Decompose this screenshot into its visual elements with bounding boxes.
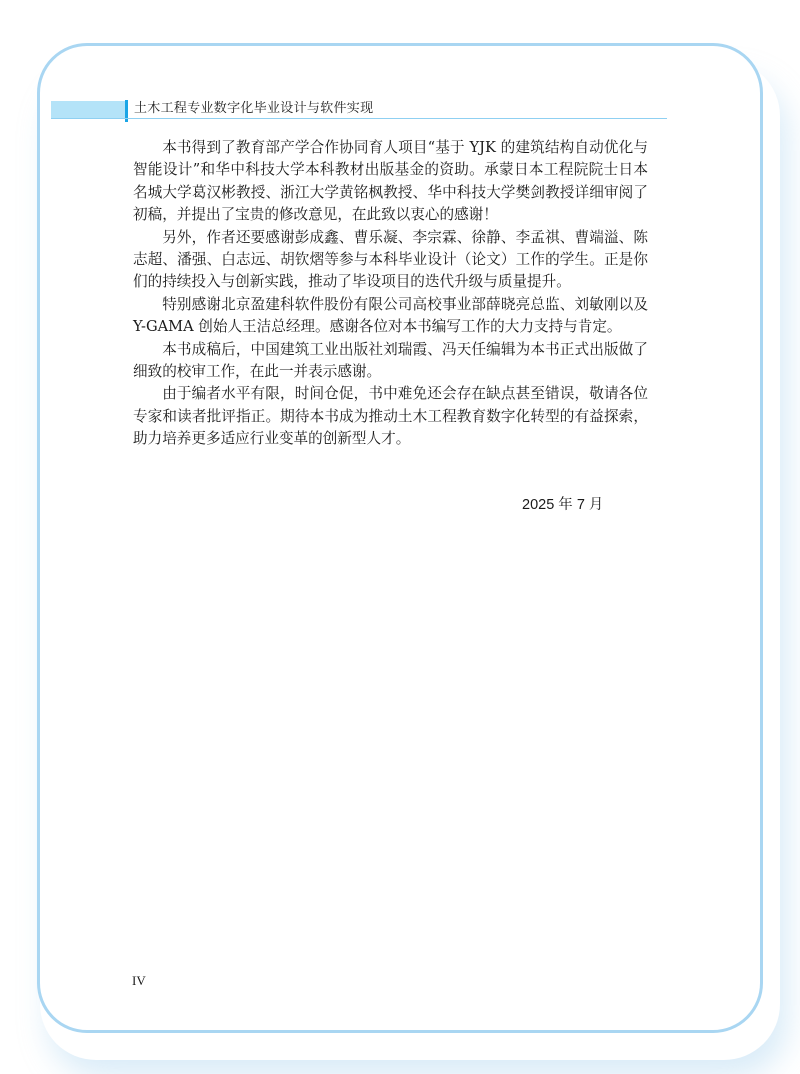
- paragraph-closing: 由于编者水平有限，时间仓促，书中难免还会存在缺点甚至错误，敬请各位专家和读者批评指正。期待本书成为推动土木工程教育数字化转型的有益探索，助力培养更多适应行业变革的创新型人才。: [133, 385, 648, 448]
- running-head: [51, 100, 667, 120]
- running-head-color-block: [51, 101, 125, 119]
- paragraph-publisher: 本书成稿后，中国建筑工业出版社刘瑞霞、冯天任编辑为本书正式出版做了细致的校审工作，在此一并表示感谢。: [133, 340, 648, 381]
- running-head-rule: [51, 118, 667, 119]
- paragraph-industry: 特别感谢北京盈建科软件股份有限公司高校事业部薛晓亮总监、刘敏刚以及 Y-GAMA 创始人王洁总经理。感谢各位对本书编写工作的大力支持与肯定。: [133, 295, 648, 336]
- paragraph-students: 另外，作者还要感谢彭成鑫、曹乐凝、李宗霖、徐静、李孟祺、曹端溢、陈志超、潘强、白志远、胡钦熠等参与本科毕业设计（论文）工作的学生。正是你们的持续投入与创新实践，推动了毕设项目的迭代升级与质量提升。: [133, 228, 648, 291]
- signature-date: 2025 年 7 月: [522, 497, 604, 513]
- acknowledgement-body: [133, 137, 648, 451]
- paragraph-funding: 本书得到了教育部产学合作协同育人项目“基于 YJK 的建筑结构自动优化与智能设计”和华中科技大学本科教材出版基金的资助。承蒙日本工程院院士日本名城大学葛汉彬教授、浙江大学黄铭枫教授、华中科技大学樊剑教授详细审阅了初稿，并提出了宝贵的修改意见，在此致以衷心的感谢！: [133, 139, 648, 224]
- book-title: 土木工程专业数字化毕业设计与软件实现: [134, 101, 374, 116]
- page-number: IV: [132, 973, 146, 988]
